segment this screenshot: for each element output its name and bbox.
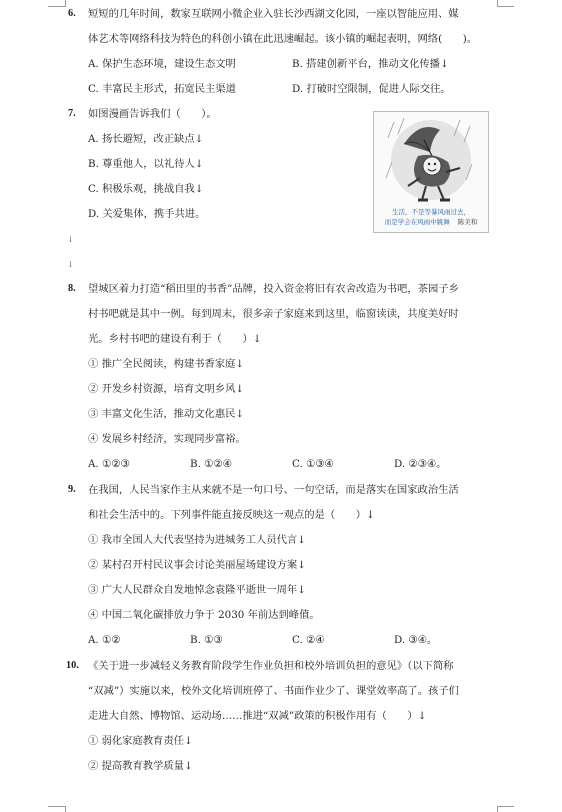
corner-mark-top-left-v bbox=[65, 0, 66, 7]
option-d: D. 打破时空限制，促进人际交往。 bbox=[292, 83, 451, 95]
statement-4: ④ 中国二氧化碳排放力争于 2030 年前达到峰值。 bbox=[88, 609, 320, 621]
statement-2: ② 开发乡村资源，培育文明乡风↓ bbox=[88, 383, 245, 395]
question-stem-line-1: 望城区着力打造“稻田里的书香”品牌，投入资金将旧有农舍改造为书吧，茶园子乡 bbox=[88, 283, 459, 295]
corner-mark-top-right-v bbox=[497, 0, 498, 7]
corner-mark-top-left-h bbox=[48, 6, 65, 7]
statement-1: ① 推广全民阅读，构建书香家庭↓ bbox=[88, 358, 245, 370]
question-stem-line-2: 村书吧就是其中一例。每到周末，很多亲子家庭来到这里，临窗读读，共度美好时 bbox=[88, 308, 459, 320]
corner-mark-bottom-right-v bbox=[497, 806, 498, 812]
statement-1: ① 我市全国人大代表坚持为进城务工人员代言↓ bbox=[88, 534, 306, 546]
question-number: 7. bbox=[68, 108, 76, 119]
option-d: D. 关爱集体，携手共进。 bbox=[88, 208, 206, 220]
cartoon-caption-line-2: 而是学会在风雨中跳舞 bbox=[384, 218, 450, 226]
statement-3: ③ 丰富文化生活，推动文化惠民↓ bbox=[88, 408, 245, 420]
option-a: A. ①②③ bbox=[88, 458, 130, 470]
cartoon-caption-line-1: 生活，不是等暴风雨过去， bbox=[392, 208, 470, 216]
cartoon-image bbox=[373, 111, 489, 233]
question-stem-line-2: 和社会生活中的。下列事件能直接反映这一观点的是（ ）↓ bbox=[88, 509, 375, 521]
cartoon-author: 陈美和 bbox=[457, 218, 478, 226]
statement-1: ① 弱化家庭教育责任↓ bbox=[88, 735, 193, 747]
cartoon-caption-line-2-row bbox=[374, 218, 488, 227]
option-b: B. 尊重他人，以礼待人↓ bbox=[88, 158, 204, 170]
question-number: 10. bbox=[66, 660, 79, 671]
corner-mark-bottom-left-v bbox=[65, 806, 66, 812]
paragraph-mark: ↓ bbox=[67, 235, 74, 244]
question-number: 9. bbox=[68, 484, 76, 495]
question-stem: 如图漫画告诉我们（ ）。 bbox=[88, 108, 217, 120]
question-number: 8. bbox=[68, 283, 76, 294]
question-stem-line-3: 光。乡村书吧的建设有利于（ ）↓ bbox=[88, 333, 262, 345]
question-number: 6. bbox=[68, 8, 76, 19]
question-stem-line-1: 《关于进一步减轻义务教育阶段学生作业负担和校外培训负担的意见》（以下简称 bbox=[88, 660, 454, 672]
statement-2: ② 提高教育教学质量↓ bbox=[88, 760, 193, 772]
option-a: A. 扬长避短，改正缺点↓ bbox=[88, 133, 204, 145]
option-b: B. ①②④ bbox=[190, 458, 232, 470]
option-a: A. 保护生态环境，建设生态文明 bbox=[88, 58, 236, 70]
corner-mark-top-right-h bbox=[497, 6, 514, 7]
option-c: C. ①③④ bbox=[292, 458, 334, 470]
option-c: C. 丰富民主形式，拓宽民主渠道 bbox=[88, 83, 236, 95]
question-stem-line-3: 走进大自然、博物馆、运动场……推进“双减”政策的积极作用有（ ）↓ bbox=[88, 710, 427, 722]
option-d: D. ③④。 bbox=[394, 634, 438, 646]
option-c: C. 积极乐观，挑战自我↓ bbox=[88, 183, 204, 195]
corner-mark-bottom-left-h bbox=[48, 806, 65, 807]
option-d: D. ②③④。 bbox=[394, 458, 447, 470]
question-stem-line-2: “双减”）实施以来，校外文化培训班停了、书面作业少了、课堂效率高了。孩子们 bbox=[88, 685, 459, 697]
dancing-figure-illustration bbox=[374, 112, 488, 208]
statement-4: ④ 发展乡村经济，实现同步富裕。 bbox=[88, 433, 246, 445]
option-b: B. 搭建创新平台，推动文化传播↓ bbox=[292, 58, 449, 70]
statement-2: ② 某村召开村民议事会讨论美丽屋场建设方案↓ bbox=[88, 559, 306, 571]
option-b: B. ①③ bbox=[190, 634, 223, 646]
paragraph-mark: ↓ bbox=[67, 260, 74, 269]
question-stem-line-2: 体艺术等网络科技为特色的科创小镇在此迅速崛起。该小镇的崛起表明，网络( )。 bbox=[88, 33, 478, 45]
option-a: A. ①② bbox=[88, 634, 121, 646]
statement-3: ③ 广大人民群众自发地悼念袁隆平逝世一周年↓ bbox=[88, 584, 306, 596]
question-stem-line-1: 在我国，人民当家作主从来就不是一句口号、一句空话，而是落实在国家政治生活 bbox=[88, 484, 459, 496]
question-stem-line-1: 短短的几年时间，数家互联网小微企业入驻长沙西湖文化园，一座以智能应用、媒 bbox=[88, 8, 459, 20]
option-c: C. ②④ bbox=[292, 634, 325, 646]
corner-mark-bottom-right-h bbox=[497, 806, 514, 807]
